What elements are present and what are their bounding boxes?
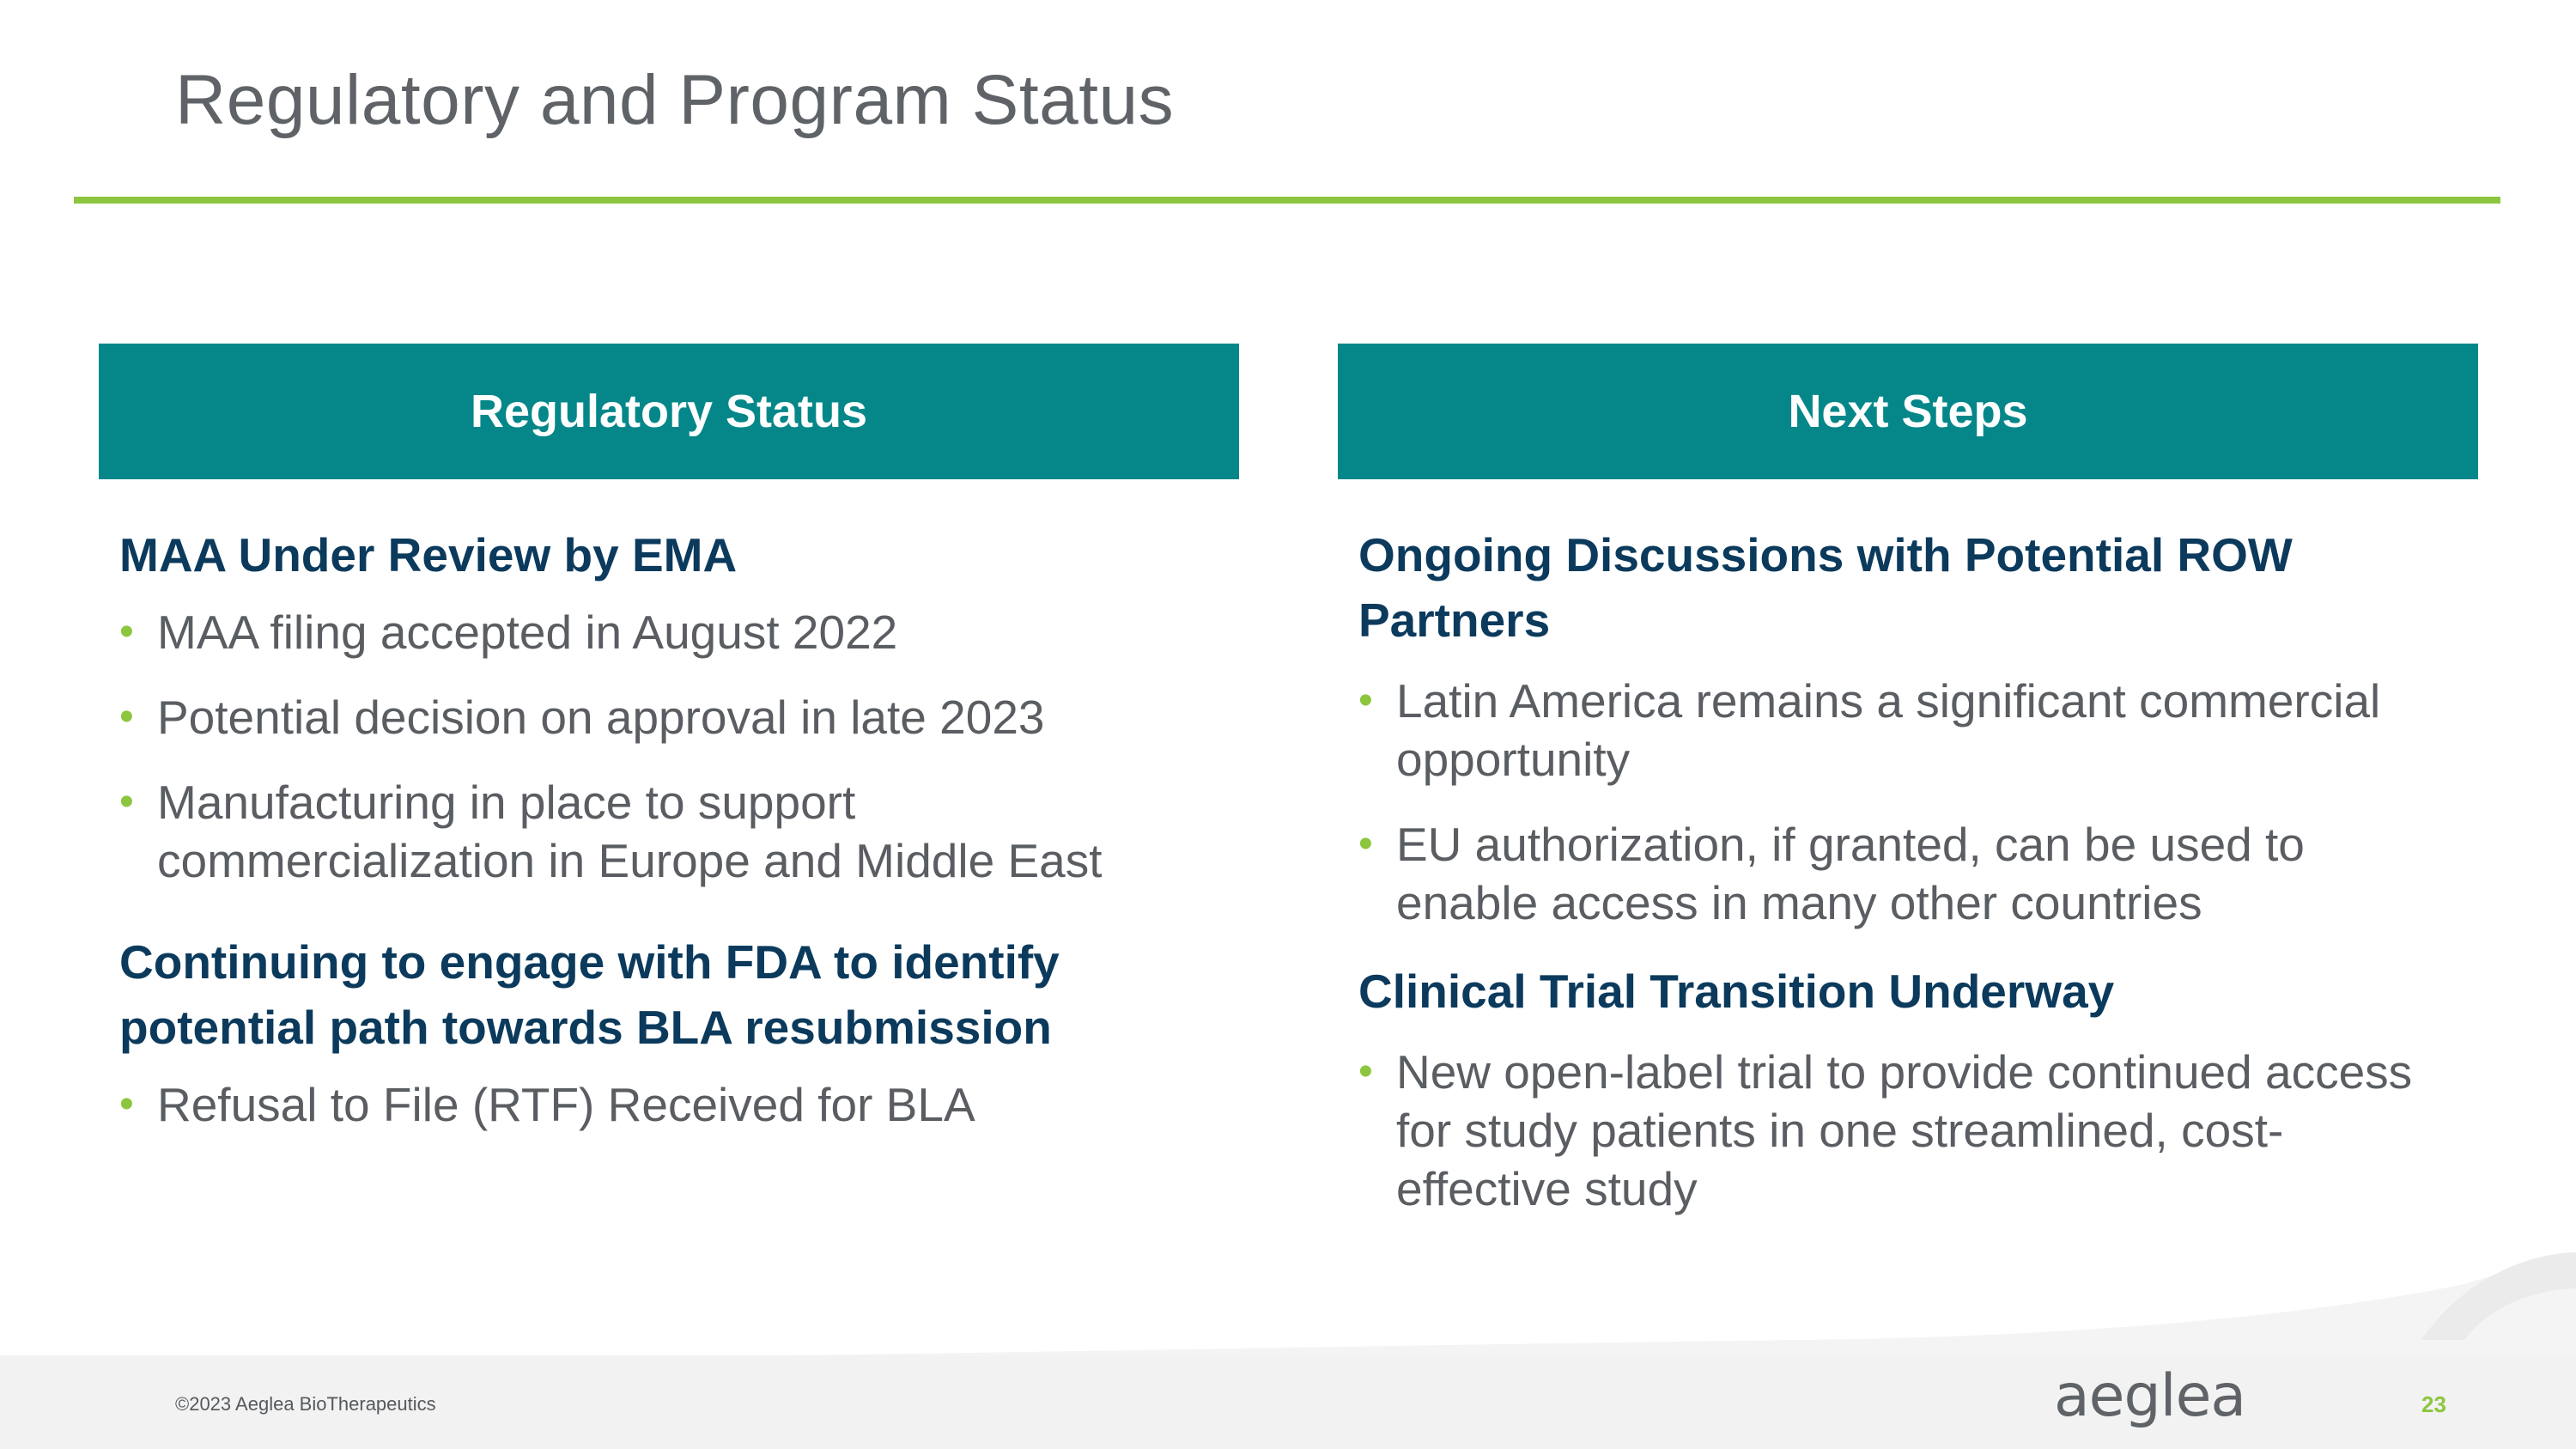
- regulatory-status-panel: [99, 344, 1239, 1160]
- next-steps-panel: [1338, 344, 2478, 1245]
- bullet-text: Potential decision on approval in late 2023: [157, 691, 1045, 744]
- bullet-dot-icon: •: [1358, 678, 1373, 723]
- bullet-dot-icon: •: [119, 1081, 134, 1127]
- bullet-item: [119, 773, 1218, 890]
- bullet-list: [119, 603, 1218, 890]
- bullet-item: [1358, 815, 2458, 932]
- regulatory-status-header: [99, 344, 1239, 479]
- bullet-text: Latin America remains a significant commercial opportunity: [1396, 674, 2381, 786]
- bullet-dot-icon: •: [119, 779, 134, 825]
- regulatory-status-header-label: Regulatory Status: [470, 386, 868, 437]
- bullet-dot-icon: •: [119, 609, 134, 654]
- bullet-text: MAA filing accepted in August 2022: [157, 606, 898, 659]
- next-steps-header: [1338, 344, 2478, 479]
- section-heading: MAA Under Review by EMA: [119, 528, 738, 581]
- bullet-item: [119, 688, 1218, 746]
- next-steps-body: [1338, 479, 2478, 1218]
- section-heading: Continuing to engage with FDA to identify potential path towards BLA resubmission: [119, 935, 1060, 1054]
- bullet-list: [1358, 672, 2458, 932]
- title-divider: [74, 197, 2500, 204]
- section-heading: Clinical Trial Transition Underway: [1358, 965, 2115, 1018]
- bullet-text: New open-label trial to provide continued access for study patients in one streamlined, cost-effective study: [1396, 1045, 2413, 1215]
- bullet-text: Refusal to File (RTF) Received for BLA: [157, 1078, 975, 1131]
- bullet-item: [1358, 672, 2458, 788]
- slide-title: Regulatory and Program Status: [175, 61, 1175, 139]
- page-number: 23: [2421, 1391, 2446, 1417]
- bullet-list: [1358, 1043, 2458, 1218]
- bullet-item: [119, 1075, 1218, 1134]
- bullet-text: Manufacturing in place to support commercialization in Europe and Middle East: [157, 776, 1103, 887]
- bullet-text: EU authorization, if granted, can be used to enable access in many other countries: [1396, 818, 2305, 929]
- bullet-list: [119, 1075, 1218, 1134]
- aeglea-logo: aeglea: [2054, 1362, 2246, 1430]
- bullet-dot-icon: •: [1358, 1049, 1373, 1094]
- bullet-item: [1358, 1043, 2458, 1218]
- copyright-text: ©2023 Aeglea BioTherapeutics: [175, 1393, 436, 1415]
- bullet-dot-icon: •: [1358, 821, 1373, 867]
- regulatory-status-body: [99, 479, 1239, 1134]
- section-heading: Ongoing Discussions with Potential ROW Partners: [1358, 528, 2293, 647]
- bullet-dot-icon: •: [119, 694, 134, 740]
- next-steps-header-label: Next Steps: [1788, 386, 2028, 437]
- bullet-item: [119, 603, 1218, 661]
